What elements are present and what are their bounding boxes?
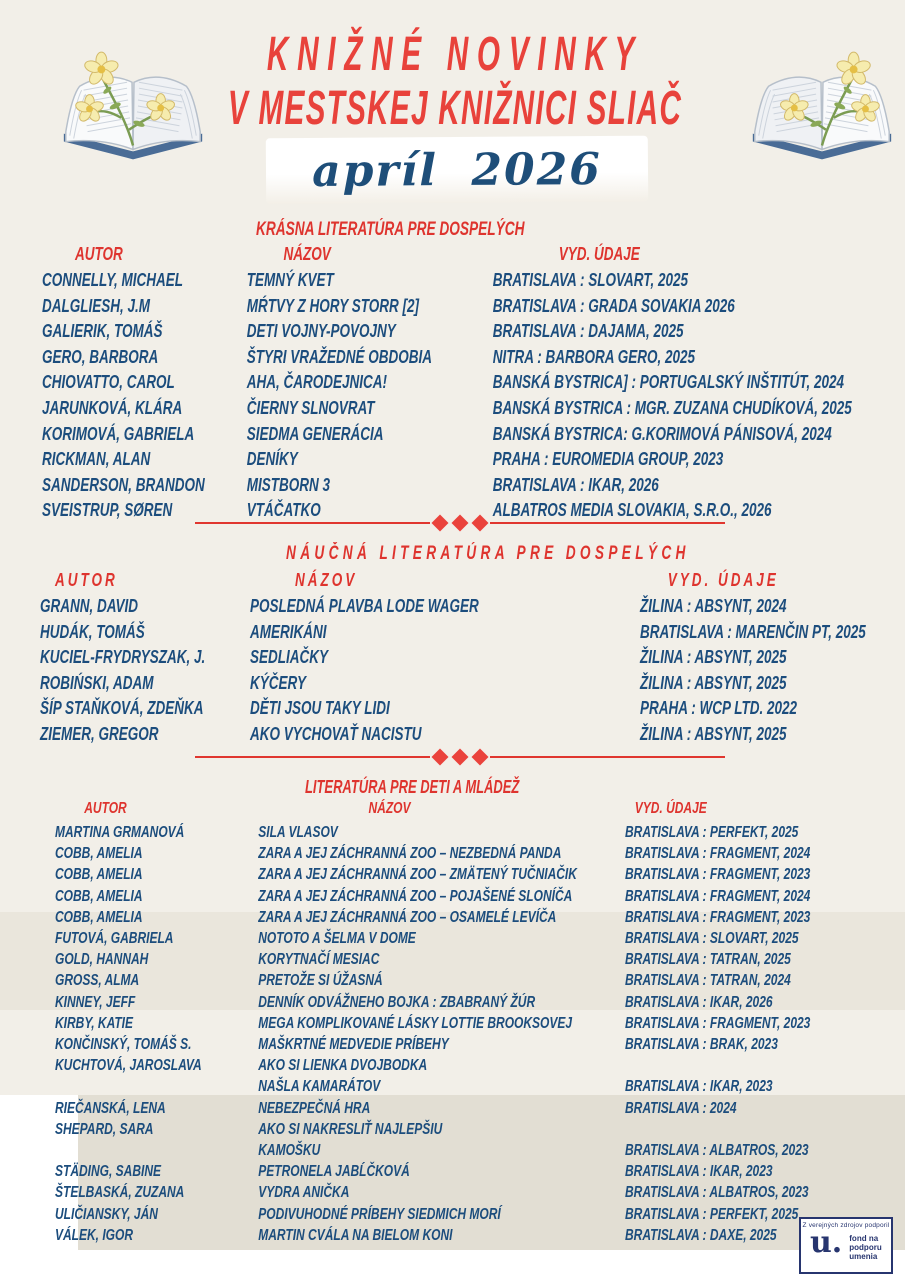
column-header-row [42, 240, 905, 268]
author-cell: KUCIEL-FRYDRYSZAK, J. [40, 647, 206, 668]
title-cell: DENNÍK ODVÁŽNEHO BOJKA : ZBABRANÝ ŽÚR [258, 993, 536, 1011]
author-cell: ŠÍP STAŇKOVÁ, ZDEŇKA [40, 698, 204, 719]
author-cell: COBB, AMELIA [55, 845, 143, 863]
author-cell: FUTOVÁ, GABRIELA [55, 930, 174, 948]
table-row [55, 907, 903, 928]
publication-cell [625, 1119, 903, 1140]
month-banner [266, 136, 648, 205]
publication-cell: BRATISLAVA : DAXE, 2025 [625, 1226, 777, 1244]
publication-cell: BRATISLAVA : IKAR, 2023 [625, 1163, 773, 1181]
publication-cell: BRATISLAVA : DAJAMA, 2025 [492, 321, 684, 342]
author-cell: STÄDING, SABINE [55, 1163, 162, 1181]
diamond-icon [452, 749, 469, 766]
author-cell: KONČINSKÝ, TOMÁŠ S. [55, 1036, 192, 1054]
table-row [42, 370, 905, 396]
author-cell: DALGLIESH, J.M [42, 295, 151, 316]
title-cell: ZARA A JEJ ZÁCHRANNÁ ZOO – OSAMELÉ LEVÍČA [258, 908, 557, 926]
author-cell: CHIOVATTO, CAROL [42, 372, 175, 393]
diamond-icon [432, 749, 449, 766]
title-line-2: V MESTSKEJ KNIŽNICI SLIAČ [227, 82, 683, 135]
arts-fund-badge [799, 1217, 893, 1274]
book-table-adult-fiction [42, 240, 905, 524]
title-cell: NAŠLA KAMARÁTOV [258, 1078, 381, 1096]
column-header-publication: VYD. ÚDAJE [634, 800, 707, 817]
author-cell: ŠTELBASKÁ, ZUZANA [55, 1184, 185, 1202]
author-cell: HUDÁK, TOMÁŠ [40, 621, 145, 642]
title-cell: MISTBORN 3 [246, 474, 331, 495]
diamond-icon [432, 515, 449, 532]
title-cell: SEDLIAČKY [250, 647, 329, 668]
title-cell: KORYTNAČÍ MESIAC [258, 951, 380, 969]
table-row [55, 1140, 903, 1161]
month-label: apríl 2026 [311, 143, 603, 197]
table-row [40, 645, 904, 671]
author-cell: SHEPARD, SARA [55, 1120, 154, 1138]
title-cell: PRETOŽE SI ÚŽASNÁ [258, 972, 383, 990]
table-row [55, 949, 903, 970]
page-margin [0, 1250, 905, 1280]
author-cell: GERO, BARBORA [42, 346, 159, 367]
author-cell: KUCHTOVÁ, JAROSLAVA [55, 1057, 202, 1075]
table-row [55, 1034, 903, 1055]
title-cell: AKO SI NAKRESLIŤ NAJLEPŠIU [258, 1120, 443, 1138]
section-heading-adult-nonfiction: NÁUČNÁ LITERATÚRA PRE DOSPELÝCH [286, 543, 690, 564]
publication-cell: BRATISLAVA : IKAR, 2026 [492, 474, 659, 495]
table-row [55, 1204, 903, 1225]
poster-title [45, 28, 865, 136]
book-table-adult-nonfiction [40, 566, 904, 748]
column-header-author: AUTOR [75, 244, 123, 264]
title-cell: DENÍKY [246, 449, 298, 470]
table-row [55, 1055, 903, 1076]
title-cell: ŠTYRI VRAŽEDNÉ OBDOBIA [246, 346, 433, 367]
title-cell: KAMOŠKU [258, 1142, 321, 1160]
author-cell: SVEISTRUP, SØREN [42, 500, 173, 521]
section-divider [195, 516, 725, 530]
publication-cell: BRATISLAVA : SLOVART, 2025 [625, 930, 799, 948]
author-cell [55, 1076, 258, 1097]
fund-name: fond na podporu umenia [849, 1234, 882, 1261]
title-cell: ZARA A JEJ ZÁCHRANNÁ ZOO – ZMÄTENÝ TUČNIAČIK [258, 866, 577, 884]
author-cell: COBB, AMELIA [55, 887, 143, 905]
publication-cell: BRATISLAVA : PERFEKT, 2025 [625, 824, 799, 841]
table-rows [42, 268, 905, 524]
publication-cell: BRATISLAVA : ALBATROS, 2023 [625, 1142, 809, 1160]
publication-cell: BRATISLAVA : TATRAN, 2025 [625, 951, 791, 969]
title-cell: ČIERNY SLNOVRAT [246, 397, 375, 418]
author-cell: GALIERIK, TOMÁŠ [42, 321, 163, 342]
column-header-author: AUTOR [84, 800, 127, 817]
title-cell: MAŠKRTNÉ MEDVEDIE PRÍBEHY [258, 1036, 449, 1054]
publication-cell: BANSKÁ BYSTRICA : MGR. ZUZANA CHUDÍKOVÁ, 2025 [492, 397, 852, 418]
publication-cell: BRATISLAVA : MARENČIN PT, 2025 [640, 621, 866, 642]
table-rows [40, 594, 904, 748]
publication-cell: NITRA : BARBORA GERO, 2025 [492, 346, 696, 367]
section-heading-adult-fiction: KRÁSNA LITERATÚRA PRE DOSPELÝCH [256, 219, 525, 240]
author-cell: ROBIŃSKI, ADAM [40, 672, 154, 693]
title-cell: AKO SI LIENKA DVOJBODKA [258, 1057, 428, 1075]
title-cell: PETRONELA JABĹČKOVÁ [258, 1163, 410, 1181]
diamond-icon [472, 749, 489, 766]
table-row [55, 1119, 903, 1140]
publication-cell: ALBATROS MEDIA SLOVAKIA, S.R.O., 2026 [492, 500, 772, 521]
author-cell: COBB, AMELIA [55, 866, 143, 884]
table-row [40, 671, 904, 697]
publication-cell: PRAHA : EUROMEDIA GROUP, 2023 [492, 449, 724, 470]
author-cell: KORIMOVÁ, GABRIELA [42, 423, 195, 444]
badge-supported-text: Z verejných zdrojov podporil [802, 1222, 890, 1229]
table-row [55, 1013, 903, 1034]
author-cell: GRANN, DAVID [40, 596, 139, 616]
column-header-row [40, 566, 904, 594]
column-header-title: NÁZOV [295, 570, 358, 590]
publication-cell: BANSKÁ BYSTRICA: G.KORIMOVÁ PÁNISOVÁ, 2024 [492, 423, 832, 444]
title-cell: ZARA A JEJ ZÁCHRANNÁ ZOO – POJAŠENÉ SLONÍČA [258, 887, 573, 905]
column-header-publication: VYD. ÚDAJE [558, 244, 640, 264]
title-cell: NEBEZPEČNÁ HRA [258, 1099, 371, 1117]
table-row [42, 447, 905, 473]
publication-cell: PRAHA : WCP LTD. 2022 [640, 698, 798, 719]
table-row [55, 1225, 903, 1246]
publication-cell: BRATISLAVA : FRAGMENT, 2024 [625, 845, 811, 863]
author-cell [55, 1140, 258, 1161]
title-cell: TEMNÝ KVET [246, 270, 334, 290]
table-row [40, 620, 904, 646]
author-cell: VÁLEK, IGOR [55, 1226, 134, 1244]
book-table-children [55, 796, 903, 1246]
table-row [55, 886, 903, 907]
publication-cell: BRATISLAVA : SLOVART, 2025 [492, 270, 689, 290]
publication-cell [625, 1055, 903, 1076]
title-cell: DĚTI JSOU TAKY LIDI [250, 698, 390, 719]
author-cell: RICKMAN, ALAN [42, 449, 151, 470]
author-cell: ZIEMER, GREGOR [40, 723, 159, 744]
table-row [42, 396, 905, 422]
publication-cell: BRATISLAVA : ALBATROS, 2023 [625, 1184, 809, 1202]
table-row [40, 594, 904, 620]
title-cell: MARTIN CVÁLA NA BIELOM KONI [258, 1226, 453, 1244]
publication-cell: BRATISLAVA : PERFEKT, 2025 [625, 1205, 799, 1223]
table-row [42, 268, 905, 294]
author-cell: JARUNKOVÁ, KLÁRA [42, 397, 183, 418]
publication-cell: BRATISLAVA : 2024 [625, 1099, 737, 1117]
table-row [55, 992, 903, 1013]
title-cell: DETI VOJNY-POVOJNY [246, 321, 396, 342]
table-row [55, 822, 903, 843]
column-header-title: NÁZOV [368, 800, 411, 817]
column-header-title: NÁZOV [283, 244, 331, 264]
author-cell: SANDERSON, BRANDON [42, 474, 205, 495]
publication-cell: ŽILINA : ABSYNT, 2025 [640, 672, 787, 693]
title-line-1: KNIŽNÉ NOVINKY [266, 28, 644, 81]
table-row [55, 864, 903, 885]
table-row [42, 422, 905, 448]
title-cell: AMERIKÁNI [250, 621, 327, 642]
publication-cell: BRATISLAVA : IKAR, 2026 [625, 993, 773, 1011]
table-row [55, 970, 903, 991]
publication-cell: BRATISLAVA : TATRAN, 2024 [625, 972, 791, 990]
author-cell: GROSS, ALMA [55, 972, 140, 990]
title-cell: MEGA KOMPLIKOVANÉ LÁSKY LOTTIE BROOKSOVEJ [258, 1014, 573, 1032]
section-heading-children: LITERATÚRA PRE DETI A MLÁDEŽ [305, 777, 520, 797]
title-cell: AKO VYCHOVAŤ NACISTU [250, 723, 422, 744]
title-cell: POSLEDNÁ PLAVBA LODE WAGER [250, 596, 479, 616]
publication-cell: BRATISLAVA : FRAGMENT, 2023 [625, 866, 811, 884]
author-cell: ULIČIANSKY, JÁN [55, 1205, 158, 1223]
table-row [40, 696, 904, 722]
column-header-row [55, 796, 903, 822]
author-cell: KIRBY, KATIE [55, 1014, 134, 1032]
title-cell: VTÁČATKO [246, 500, 321, 521]
fund-logo-letter: u. [810, 1225, 843, 1260]
title-cell: VYDRA ANIČKA [258, 1184, 350, 1202]
table-row [42, 473, 905, 499]
title-cell: AHA, ČARODEJNICA! [246, 372, 388, 393]
author-cell: GOLD, HANNAH [55, 951, 149, 969]
author-cell: CONNELLY, MICHAEL [42, 270, 184, 290]
publication-cell: BRATISLAVA : GRADA SOVAKIA 2026 [492, 295, 735, 316]
publication-cell: BRATISLAVA : BRAK, 2023 [625, 1036, 778, 1054]
title-cell: PODIVUHODNÉ PRÍBEHY SIEDMICH MORÍ [258, 1205, 501, 1223]
publication-cell: BRATISLAVA : IKAR, 2023 [625, 1078, 773, 1096]
column-header-publication: VYD. ÚDAJE [667, 570, 779, 590]
table-row [55, 1098, 903, 1119]
table-row [55, 928, 903, 949]
publication-cell: BRATISLAVA : FRAGMENT, 2023 [625, 908, 811, 926]
section-divider [195, 750, 725, 764]
author-cell: KINNEY, JEFF [55, 993, 136, 1011]
author-cell: RIEČANSKÁ, LENA [55, 1099, 166, 1117]
title-cell: ZARA A JEJ ZÁCHRANNÁ ZOO – NEZBEDNÁ PANDA [258, 845, 562, 863]
table-row [55, 1161, 903, 1182]
publication-cell: ŽILINA : ABSYNT, 2025 [640, 647, 787, 668]
author-cell: COBB, AMELIA [55, 908, 143, 926]
diamond-icon [452, 515, 469, 532]
diamond-icon [472, 515, 489, 532]
title-cell: MŔTVY Z HORY STORR [2] [246, 295, 420, 316]
publication-cell: BANSKÁ BYSTRICA] : PORTUGALSKÝ INŠTITÚT, 2024 [492, 372, 845, 393]
table-row [55, 1182, 903, 1203]
publication-cell: ŽILINA : ABSYNT, 2025 [640, 723, 787, 744]
table-row [42, 294, 905, 320]
publication-cell: ŽILINA : ABSYNT, 2024 [640, 596, 787, 616]
table-rows [55, 822, 903, 1246]
title-cell: KÝČERY [250, 672, 307, 693]
table-row [55, 843, 903, 864]
publication-cell: BRATISLAVA : FRAGMENT, 2023 [625, 1014, 811, 1032]
column-header-author: AUTOR [55, 570, 118, 590]
title-cell: SIEDMA GENERÁCIA [246, 423, 384, 444]
publication-cell: BRATISLAVA : FRAGMENT, 2024 [625, 887, 811, 905]
title-cell: NOTOTO A ŠELMA V DOME [258, 930, 416, 948]
table-row [40, 722, 904, 748]
table-row [55, 1076, 903, 1097]
title-cell: SILA VLASOV [258, 824, 338, 841]
table-row [42, 319, 905, 345]
author-cell: MARTINA GRMANOVÁ [55, 824, 185, 841]
table-row [42, 345, 905, 371]
